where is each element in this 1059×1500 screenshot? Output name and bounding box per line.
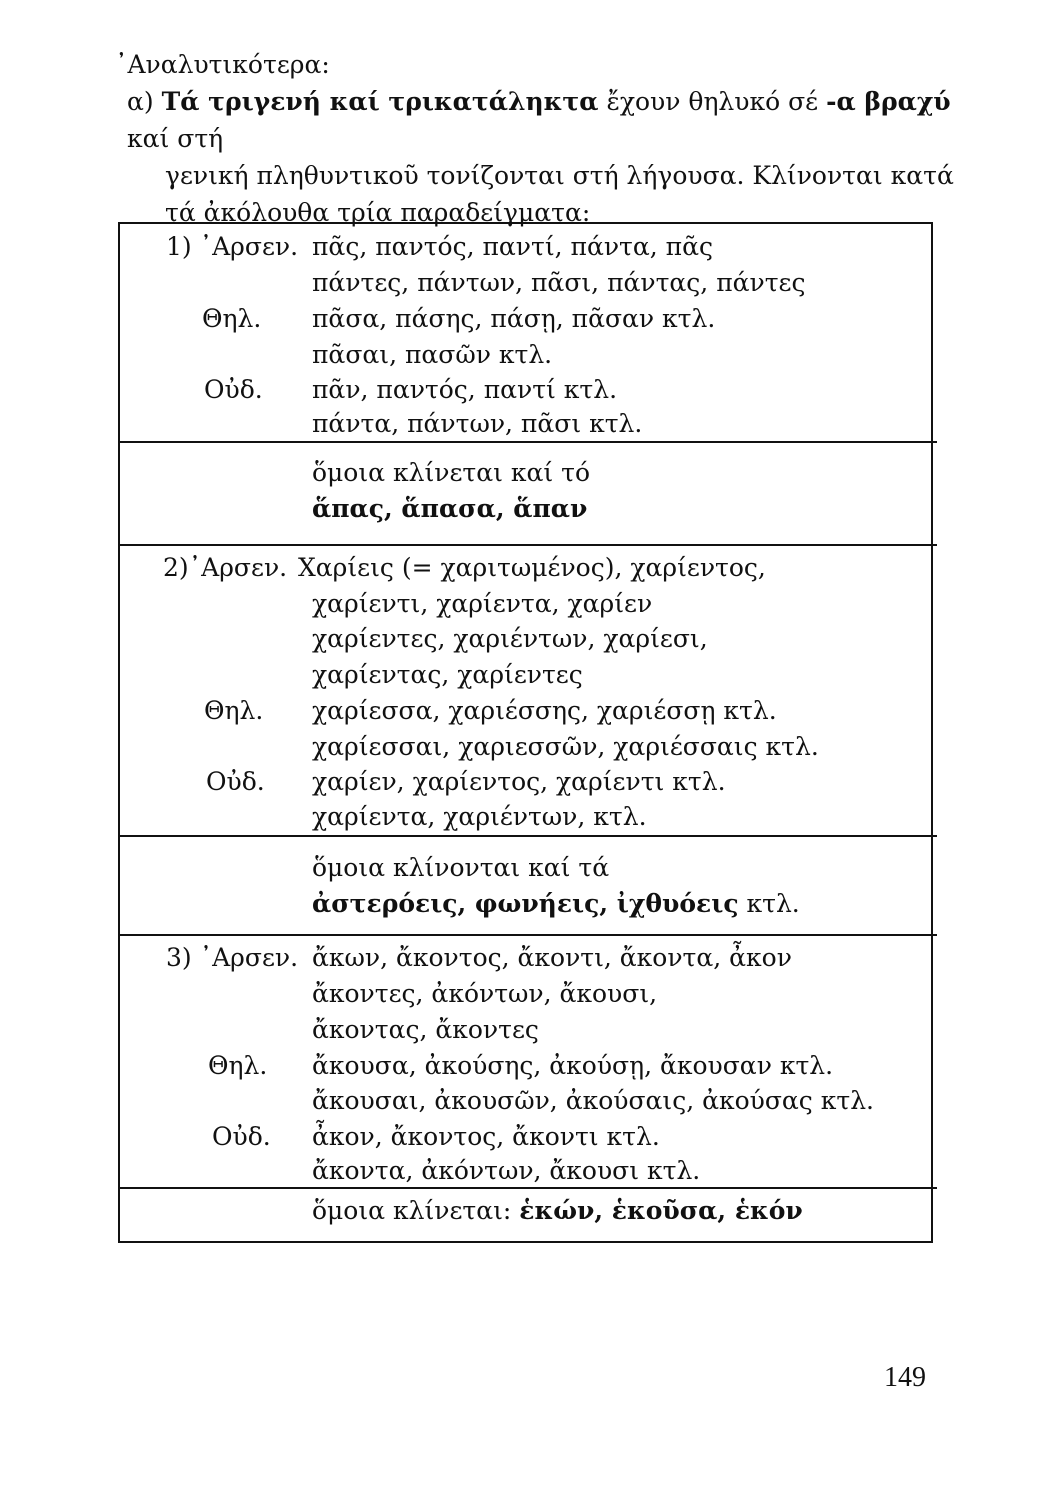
section-2-fem-label: Θηλ. [204,696,264,725]
section-1-neut-1: πᾶν, παντός, παντί κτλ. [312,375,618,404]
divider [118,441,937,443]
divider [118,1187,937,1189]
section-3-masc-3: ἄκοντας, ἄκοντες [312,1015,539,1044]
section-3-number: 3) ᾿Αρσεν. [166,943,299,972]
section-2-masc-3: χαρίεντες, χαριέντων, χαρίεσι, [312,624,708,653]
section-1-masc-2: πάντες, πάντων, πᾶσι, πάντας, πάντες [312,268,806,297]
section-3-neut-label: Οὐδ. [212,1122,271,1151]
intro-line-3: τά ἀκόλουθα τρία παραδείγματα: [165,198,591,227]
section-3-masc-2: ἄκοντες, ἀκόντων, ἄκουσι, [312,979,658,1008]
section-2-number: 2)᾿Αρσεν. [163,553,288,582]
section-2-fem-2: χαρίεσσαι, χαριεσσῶν, χαριέσσαις κτλ. [312,732,819,761]
section-2-similar-text: ὅμοια κλίνονται καί τά [312,853,610,882]
section-3-similar: ὅμοια κλίνεται: ἑκών, ἑκοῦσα, ἑκόν [312,1196,803,1225]
section-2-fem-1: χαρίεσσα, χαριέσσης, χαριέσσῃ κτλ. [312,696,777,725]
intro-heading: ᾿Αναλυτικότερα: [115,50,330,79]
section-2-masc-1: Χαρίεις (= χαριτωμένος), χαρίεντος, [298,553,766,582]
section-1-fem-2: πᾶσαι, πασῶν κτλ. [312,340,553,369]
section-1-neut-label: Οὐδ. [204,375,263,404]
section-3-fem-label: Θηλ. [208,1051,268,1080]
section-2-neut-1: χαρίεν, χαρίεντος, χαρίεντι κτλ. [312,767,726,796]
intro-paragraph [115,46,955,231]
section-3-fem-2: ἄκουσαι, ἀκουσῶν, ἀκούσαις, ἀκούσας κτλ. [312,1086,874,1115]
intro-line-1: α) Τά τριγενή καί τρικατάληκτα ἔχουν θηλυκό σέ -α βραχύ καί στή [127,87,951,153]
section-2-masc-2: χαρίεντι, χαρίεντα, χαρίεν [312,589,653,618]
divider [118,544,937,546]
section-1-masc-1: πᾶς, παντός, παντί, πάντα, πᾶς [312,232,713,261]
section-3-neut-1: ἆκον, ἄκοντος, ἄκοντι κτλ. [312,1122,660,1151]
section-2-masc-4: χαρίεντας, χαρίεντες [312,660,583,689]
section-1-similar-words: ἅπας, ἅπασα, ἅπαν [312,494,588,523]
section-1-neut-2: πάντα, πάντων, πᾶσι κτλ. [312,409,643,438]
divider [118,934,937,936]
section-3-fem-1: ἄκουσα, ἀκούσης, ἀκούσῃ, ἄκουσαν κτλ. [312,1051,834,1080]
section-2-similar-words: ἀστερόεις, φωνήεις, ἰχθυόεις κτλ. [312,889,800,918]
section-1-fem-label: Θηλ. [202,304,262,333]
section-1-number: 1) ᾿Αρσεν. [166,232,299,261]
section-3-neut-2: ἄκοντα, ἀκόντων, ἄκουσι κτλ. [312,1156,701,1185]
section-2-neut-label: Οὐδ. [206,767,265,796]
section-1-similar-text: ὅμοια κλίνεται καί τό [312,458,591,487]
page-number: 149 [884,1362,926,1393]
divider [118,835,937,837]
section-1-fem-1: πᾶσα, πάσης, πάσῃ, πᾶσαν κτλ. [312,304,716,333]
section-2-neut-2: χαρίεντα, χαριέντων, κτλ. [312,802,647,831]
section-3-masc-1: ἄκων, ἄκοντος, ἄκοντι, ἄκοντα, ἆκον [312,943,792,972]
intro-line-2: γενική πληθυντικοῦ τονίζονται στή λήγουσα. Κλίνονται κατά [165,161,954,190]
